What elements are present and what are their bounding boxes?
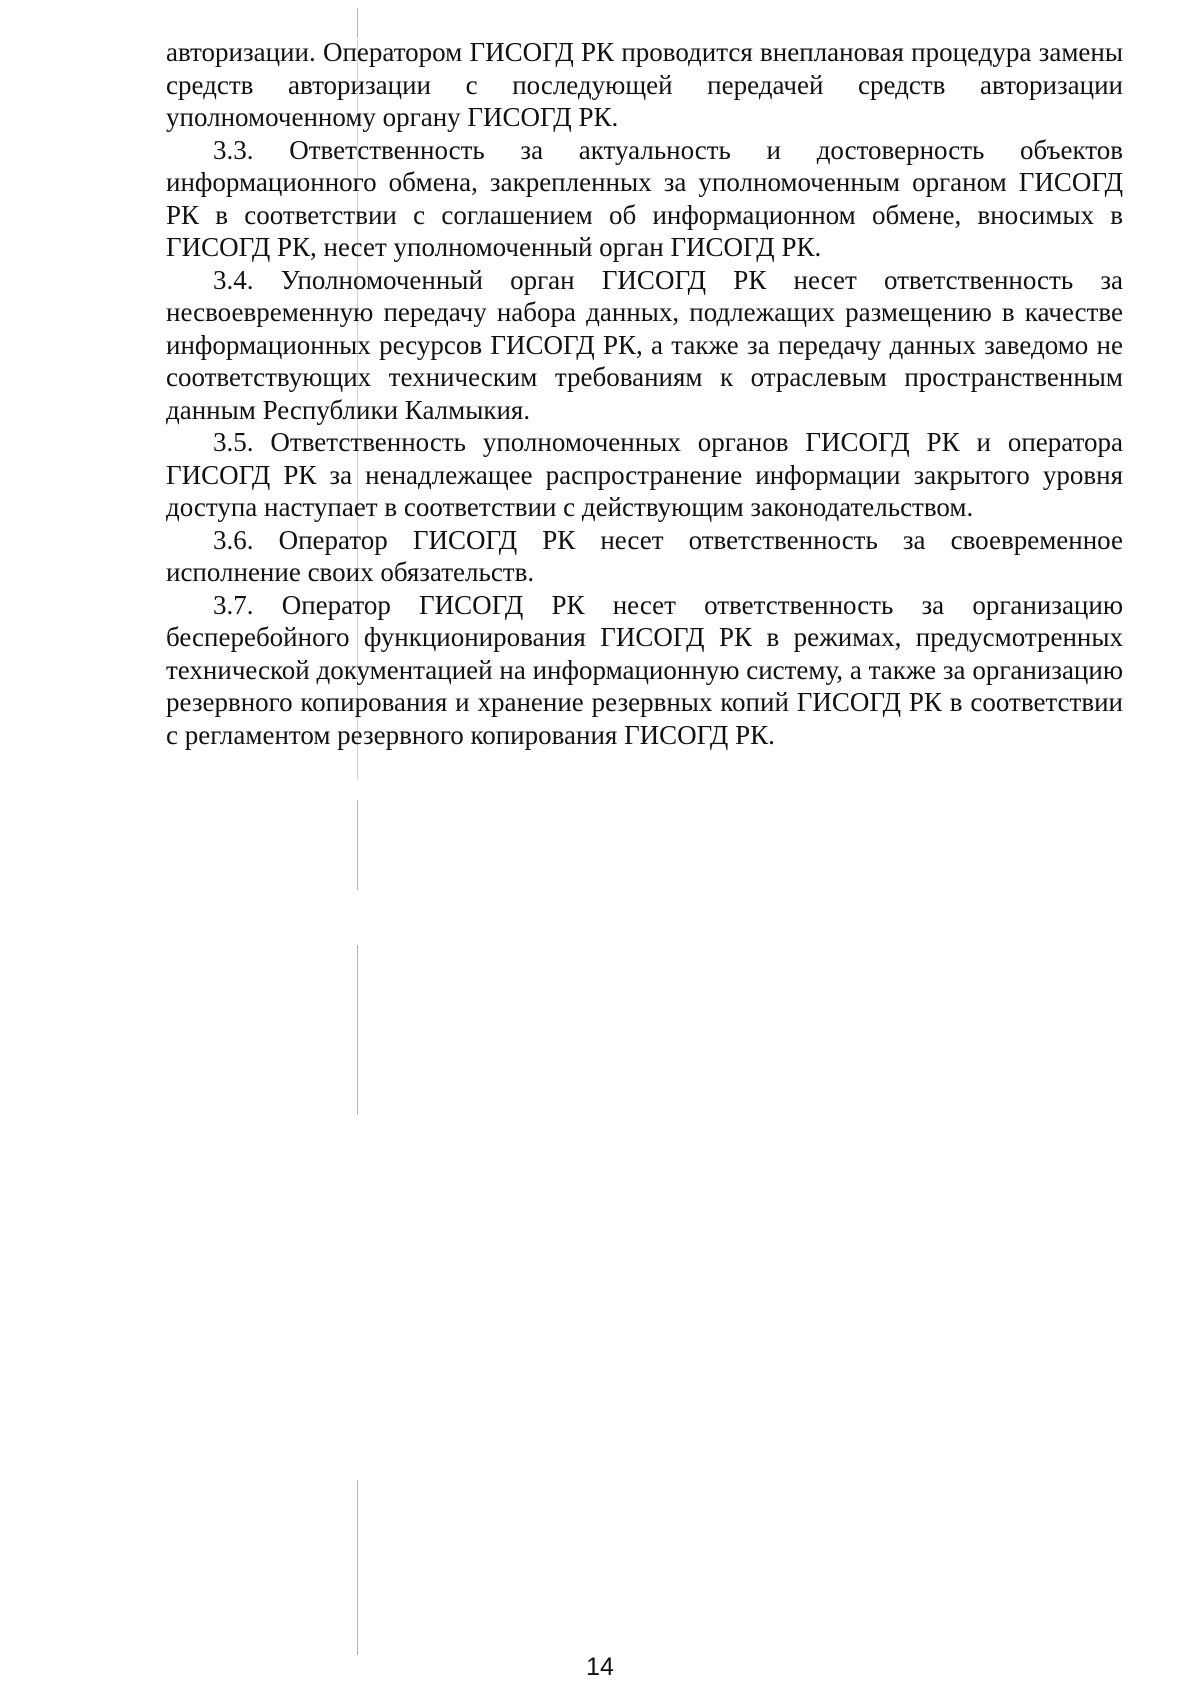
paragraph-continuation: авторизации. Оператором ГИСОГД РК проводится внеплановая процедура замены средств авторизации с последующей передачей средств авторизации уполномоченному органу ГИСОГД РК. — [166, 37, 1123, 132]
paragraph-3-7: 3.7. Оператор ГИСОГД РК несет ответственность за организацию бесперебойного функционирования ГИСОГД РК в режимах, предусмотренных технической документацией на информационную систему, а также за организацию резервного копирования и хранение резервных копий ГИСОГД РК в соответствии с регламентом резервного копирования ГИСОГД РК. — [166, 589, 1123, 750]
page-number: 14 — [586, 1653, 614, 1681]
paragraph-3-3: 3.3. Ответственность за актуальность и достоверность объектов информационного обмена, закрепленных за уполномоченным органом ГИСОГД РК в соответствии с соглашением об информационном обмене, вносимых в ГИСОГД РК, несет уполномоченный орган ГИСОГД РК. — [166, 134, 1123, 262]
paragraph-3-4: 3.4. Уполномоченный орган ГИСОГД РК несет ответственность за несвоевременную передачу набора данных, подлежащих размещению в качестве информационных ресурсов ГИСОГД РК, а также за передачу данных заведомо не соответствующих техническим требованиям к отраслевым пространственным данным Республики Калмыкия. — [166, 264, 1123, 425]
paragraph-3-6: 3.6. Оператор ГИСОГД РК несет ответственность за своевременное исполнение своих обязательств. — [166, 524, 1123, 587]
paragraph-3-5: 3.5. Ответственность уполномоченных органов ГИСОГД РК и оператора ГИСОГД РК за ненадлежащее распространение информации закрытого уровня доступа наступает в соответствии с действующим законодательством. — [166, 427, 1123, 522]
scan-artifact-line — [357, 1480, 358, 1655]
document-body — [166, 36, 1123, 751]
scan-artifact-line — [357, 800, 358, 890]
scan-artifact-line — [357, 8, 358, 38]
scan-artifact-line — [357, 945, 358, 1115]
